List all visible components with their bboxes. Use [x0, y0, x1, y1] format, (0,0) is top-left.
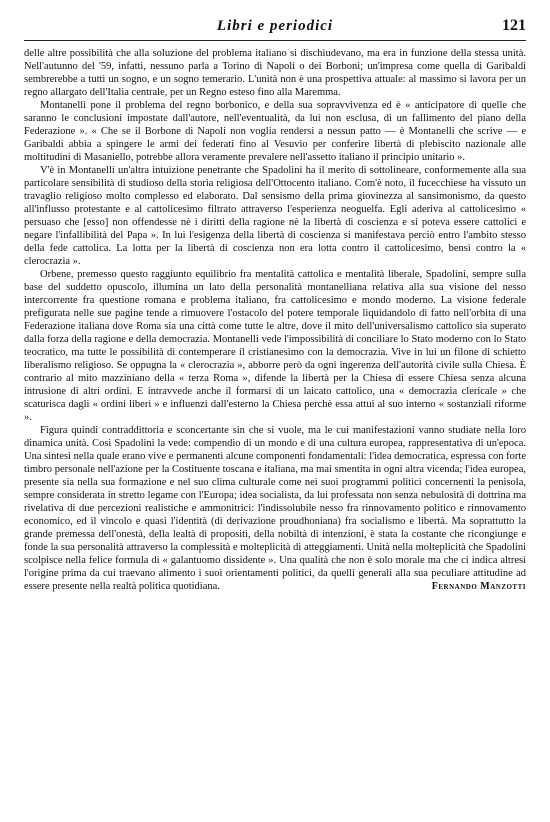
paragraph-1: delle altre possibilità che alla soluzione del problema italiano si dischiudevano, ma era in funzione della stessa unità. Nell'autunno del '59, infatti, nessuno parla a Torino di Napoli o dei Borboni; un'impresa come quella di Garibaldi sembrerebbe a tutti un sogno, e un sogno temerario. L'unità non è una prospettiva attuale: al massimo si lavora per un regno allargato dell'Italia centrale, per un Regno esteso fino alla Maremma.: [24, 48, 526, 98]
running-head: [24, 14, 526, 41]
article-body: [24, 47, 526, 593]
author-signature: Fernando Manzotti: [431, 581, 526, 592]
running-title: Libri e periodici: [216, 18, 334, 34]
paragraph-4: Orbene, premesso questo raggiunto equilibrio fra mentalità cattolica e mentalità liberale, Spadolini, sempre sulla base del suddetto opuscolo, illumina un lato della personalità montanelliana relativa alla sua visione del nesso intercorrente fra questione romana e problema italiano, fra cattolicesimo e mondo moderno. La visione federale prefigurata nelle sue pagine tende a rimuovere l'ostacolo del potere temporale liquidandolo di fatto nell'orbita di una Federazione italiana dove Roma sia una città come tutte le altre, dove il mito dell'universalismo cattolico sia superato dalla forza della ragione e della democrazia. Montanelli vede l'impossibilità di conciliare lo Stato moderno con lo Stato teocratico, ma tutte le possibilità di contemperare il cristianesimo con la democrazia. Vive in lui un filone di schietto liberalismo religioso. Se oppugna la « clerocrazia », abborre però da ogni ingerenza dell'autorità civile sulla Chiesa. È contrario al mito mazziniano della « terza Roma », difende la libertà per la Chiesa di essere Chiesa senza alcuna intrusione di altri ordini. E intravvede anche il formarsi di un laicato cattolico, una « democrazia clericale » che scaturisca dagli « ordini liberi » e influenzi dall'esterno la Chiesa perchè essa attui al suo interno « sostanziali riforme ».: [24, 269, 526, 423]
page-number: 121: [502, 17, 526, 34]
paragraph-3: V'è in Montanelli un'altra intuizione penetrante che Spadolini ha il merito di sottolineare, conformemente alla sua particolare sensibilità di studioso della storia religiosa dell'Ottocento italiano. Com'è noto, il fucecchiese ha vissuto un travaglio religioso molto complesso ed elaborato. Dal sensismo della prima giovinezza al sansimonismo, da questo all'influsso protestante e al cattolicesimo filtrato attraverso l'esperienza neoguelfa. Egli aderiva al cattolicesimo « persuaso che [esso] non offendesse nè i diritti della ragione nè la libertà di coscienza e si poteva essere cattolici e negare l'infallibilità del Papa ». In lui l'esigenza della libertà di coscienza si manifestava perciò entro l'ambito stesso della fede cattolica. La lotta per la libertà di coscienza non era lotta contro il cattolicesimo, bensì contro la « clerocrazia ».: [24, 165, 526, 267]
paragraph-5: Figura quindi contraddittoria e sconcertante sin che si vuole, ma le cui manifestazioni vanno studiate nella loro dinamica unità. Così Spadolini la vede: compendio di un mondo e di una cultura europea, rappresentativa di un'epoca. Una sintesi nella quale erano vive e permanenti alcune componenti fondamentali: l'idea democratica, espressa con forte timbro personale nell'azione per la Costituente toscana e italiana, ma mai smentita in ogni altra vicenda; l'idea europea, presente sia nella sua formazione e nel suo clima culturale come nei suoi programmi politici concernenti la penisola, sempre considerata in stretto legame con l'Europa; idea socialista, da lui professata non senza nebulosità di dottrina ma rivelativa di due percezioni realistiche e ammonitrici: l'indissolubile nesso fra rinnovamento politico e rinnovamento economico, ed il vincolo e quasi l'identità (di derivazione proudhoniana) fra socialismo e libertà. Ma soprattutto la grande premessa dell'onestà, della lealtà di propositi, della nobiltà di intenzioni, è stata la costante che ricongiunge e fonde la sua personalità attraverso la complessità e molteplicità di atteggiamenti. Unità nella molteplicità che Spadolini scolpisce nella felice formula di « galantuomo dissidente ». Una qualità che non è solo morale ma che ci indica altresì l'origine prima da cui traevano alimento i suoi orientamenti politici, da quelli generali alla sua peculiare attitudine ad essere presente nella realtà politica quotidiana.: [24, 425, 526, 592]
paragraph-2: Montanelli pone il problema del regno borbonico, e della sua sopravvivenza ed è « anticipatore di quelle che saranno le conclusioni impostate dall'autore, nell'eventualità, da lui non esclusa, di un fallimento del piano della Federazione ». « Che se il Borbone di Napoli non voglia rendersi a nessun patto — è Montanelli che scrive — e Garibaldi abbia a spingere le armi dei federati fino al Vesuvio per conferire libertà di plebiscito nazionale alle moltitudini di Masaniello, potrebbe allora veramente prevalere nell'assetto italiano il principio unitario ».: [24, 100, 526, 163]
